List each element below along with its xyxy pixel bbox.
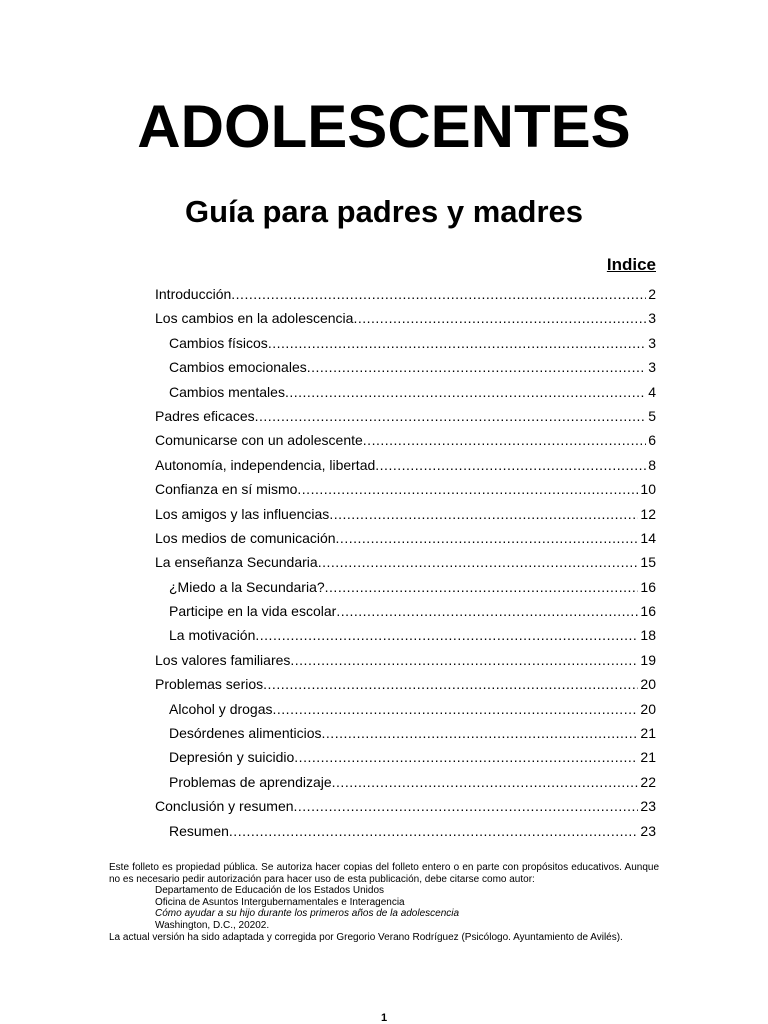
toc-entry-problemas-serios [155,672,656,696]
toc-entry-page: 20 [640,676,656,693]
document-subtitle: Guía para padres y madres [184,194,584,229]
toc-entry-page: 19 [640,651,656,668]
toc-dot-leader [322,721,639,745]
toc-entry-title: Comunicarse con un adolescente [155,432,363,449]
toc-dot-leader [294,794,639,818]
toc-dot-leader [353,306,646,330]
toc-entry-title: La enseñanza Secundaria [155,554,318,571]
table-of-contents [155,282,656,843]
toc-entry-page: 6 [648,432,656,449]
copyright-footnote [109,862,659,943]
toc-entry-padres-eficaces [155,404,656,428]
toc-entry-title: Resumen [169,822,229,839]
toc-entry-title: Los medios de comunicación [155,529,336,546]
toc-entry-page: 3 [648,334,656,351]
toc-heading: Indice [606,255,656,274]
toc-entry-participe [155,599,656,623]
footnote-source-title: Cómo ayudar a su hijo durante los primeros años de la adolescencia [155,908,460,920]
toc-dot-leader [231,282,646,306]
toc-entry-resumen [155,819,656,843]
toc-dot-leader [294,745,638,769]
toc-entry-page: 14 [640,529,656,546]
toc-dot-leader [255,623,638,647]
toc-entry-title: Participe en la vida escolar [169,603,337,620]
toc-dot-leader [325,575,639,599]
toc-dot-leader [329,502,638,526]
toc-entry-autonomia [155,453,656,477]
toc-entry-page: 23 [640,798,656,815]
toc-entry-title: Los cambios en la adolescencia [155,310,354,327]
toc-entry-title: Los valores familiares [155,651,291,668]
toc-entry-cambios-fisicos [155,331,656,355]
toc-dot-leader [332,770,639,794]
toc-entry-title: Padres eficaces [155,407,255,424]
toc-entry-cambios-mentales [155,380,656,404]
toc-dot-leader [285,380,646,404]
toc-dot-leader [363,428,646,452]
toc-entry-title: Conclusión y resumen [155,798,294,815]
toc-entry-comunicarse [155,428,656,452]
footnote-author-line: Departamento de Educación de los Estados Unidos [155,885,385,897]
toc-entry-page: 22 [640,773,656,790]
toc-entry-page: 3 [648,359,656,376]
toc-entry-page: 21 [640,725,656,742]
toc-entry-title: Problemas de aprendizaje [169,773,332,790]
toc-entry-ensenanza-secundaria [155,550,656,574]
toc-entry-page: 16 [640,603,656,620]
toc-entry-medios [155,526,656,550]
toc-entry-desordenes [155,721,656,745]
toc-entry-page: 10 [640,481,656,498]
footnote-author-line: Washington, D.C., 20202. [155,919,270,931]
toc-entry-page: 21 [640,749,656,766]
toc-dot-leader [268,331,646,355]
toc-entry-page: 3 [648,310,656,327]
toc-entry-alcohol-drogas [155,697,656,721]
toc-entry-title: Autonomía, independencia, libertad [155,456,376,473]
toc-entry-title: La motivación [169,627,256,644]
toc-entry-page: 20 [640,700,656,717]
toc-dot-leader [318,550,639,574]
toc-entry-page: 4 [648,383,656,400]
toc-entry-title: Los amigos y las influencias [155,505,330,522]
toc-entry-page: 12 [640,505,656,522]
toc-entry-title: Desórdenes alimenticios [169,725,322,742]
toc-entry-title: Problemas serios [155,676,264,693]
toc-entry-page: 16 [640,578,656,595]
toc-entry-title: Cambios emocionales [169,359,307,376]
toc-entry-title: Cambios físicos [169,334,268,351]
toc-entry-page: 2 [648,286,656,302]
toc-entry-page: 8 [648,456,656,473]
page-number: 1 [380,1012,388,1024]
footnote-adaptation: La actual versión ha sido adaptada y corregida por Gregorio Verano Rodríguez (Psicólogo. Ayuntamiento de Avilés). [109,931,623,943]
toc-entry-title: Cambios mentales [169,383,285,400]
toc-dot-leader [229,819,639,843]
toc-entry-amigos [155,502,656,526]
footnote-author-line: Oficina de Asuntos Intergubernamentales e Interagencia [155,896,405,908]
footnote-intro: Este folleto es propiedad pública. Se autoriza hacer copias del folleto entero o en parte con propósitos educativos. Aunque no es necesario pedir autorización para hacer uso de esta publicación, debe citarse como autor: [109,862,659,885]
toc-entry-confianza [155,477,656,501]
toc-entry-motivacion [155,623,656,647]
toc-dot-leader [336,599,638,623]
toc-entry-page: 5 [648,407,656,424]
document-title: ADOLESCENTES [137,93,631,160]
toc-entry-valores [155,648,656,672]
toc-dot-leader [255,404,647,428]
toc-entry-page: 23 [640,822,656,839]
toc-entry-cambios-emocionales [155,355,656,379]
toc-dot-leader [336,526,639,550]
toc-entry-title: Alcohol y drogas [169,700,273,717]
toc-entry-introduccion [155,282,656,306]
toc-dot-leader [375,453,646,477]
toc-entry-title: Depresión y suicidio [169,749,295,766]
toc-entry-page: 18 [640,627,656,644]
toc-dot-leader [297,477,638,501]
toc-entry-cambios-adolescencia [155,306,656,330]
toc-entry-title: Confianza en sí mismo [155,481,298,498]
toc-dot-leader [307,355,646,379]
toc-entry-page: 15 [640,554,656,571]
toc-entry-aprendizaje [155,770,656,794]
toc-entry-conclusion [155,794,656,818]
toc-dot-leader [273,697,639,721]
toc-dot-leader [263,672,638,696]
toc-entry-title: ¿Miedo a la Secundaria? [169,578,325,595]
toc-entry-depresion [155,745,656,769]
toc-dot-leader [290,648,638,672]
toc-entry-title: Introducción [155,286,232,302]
toc-entry-miedo-secundaria [155,575,656,599]
